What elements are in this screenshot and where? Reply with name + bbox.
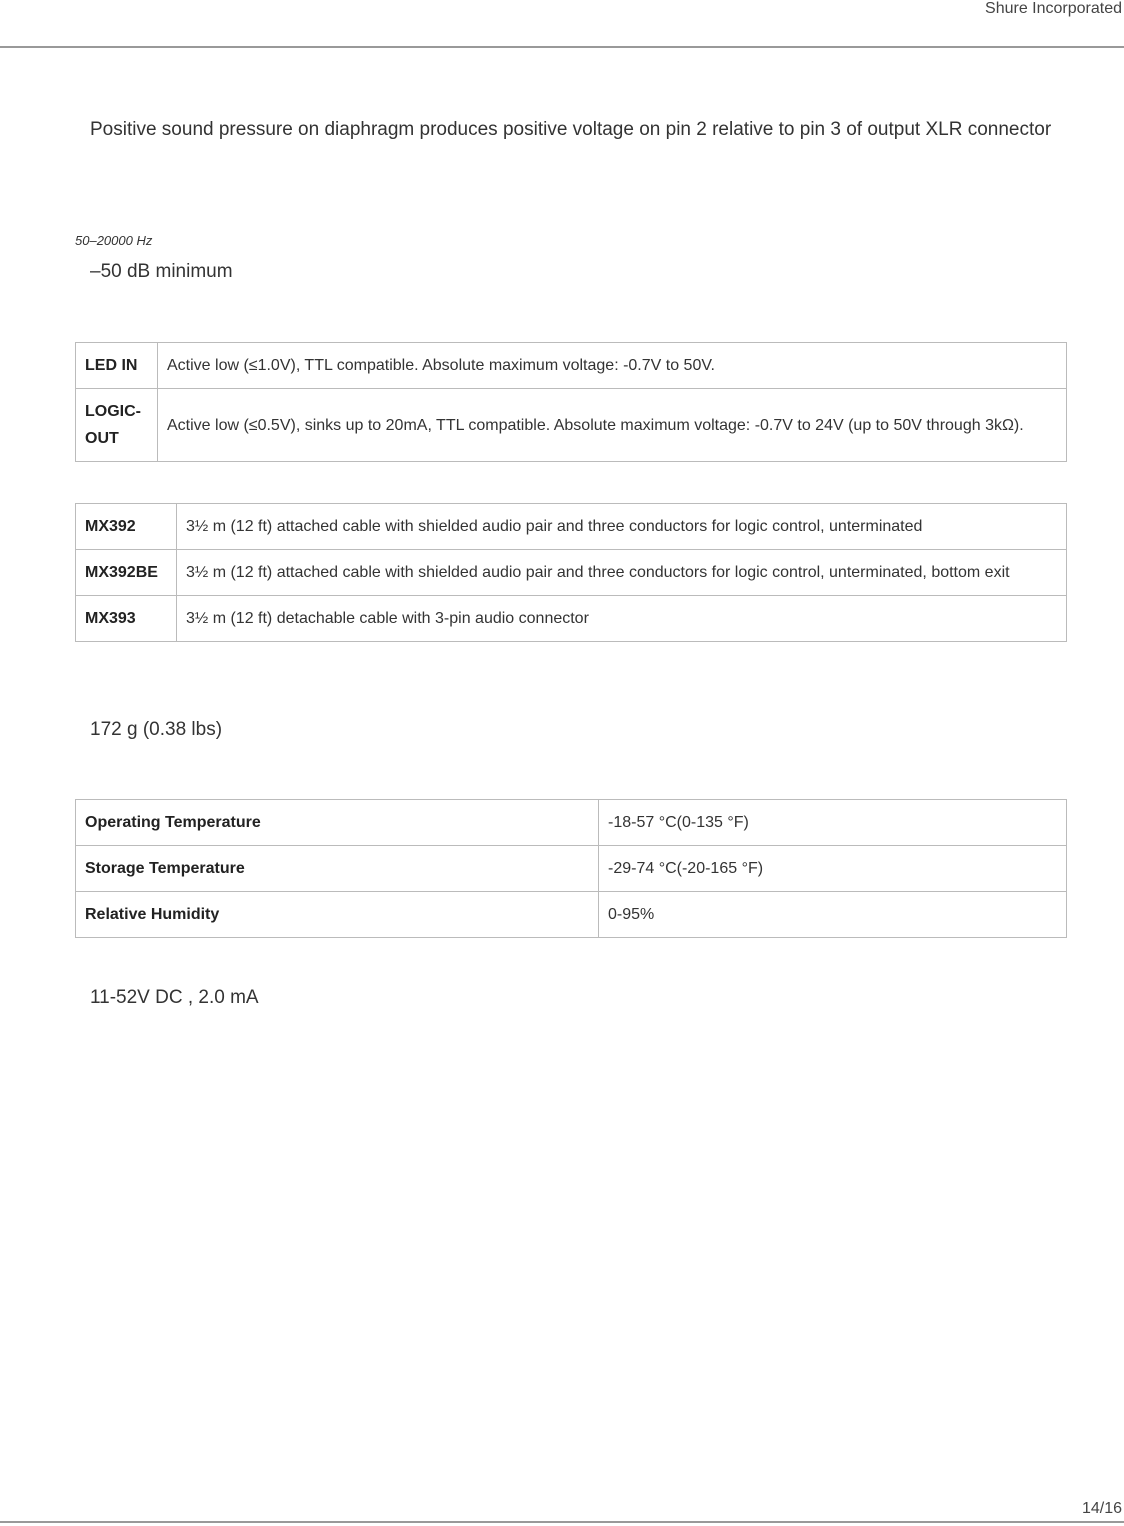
logic-table	[75, 342, 1067, 462]
row-key: Storage Temperature	[76, 846, 599, 892]
table-row	[76, 550, 1067, 596]
table-row	[76, 596, 1067, 642]
row-value: Active low (≤0.5V), sinks up to 20mA, TTL compatible. Absolute maximum voltage: -0.7V to 24V (up to 50V through 3kΩ).	[158, 389, 1067, 462]
row-value: 3½ m (12 ft) attached cable with shielded audio pair and three conductors for logic control, unterminated, bottom exit	[177, 550, 1067, 596]
frequency-note: 50–20000 Hz	[75, 233, 153, 248]
rejection-text: –50 dB minimum	[90, 261, 233, 282]
row-key: LED IN	[76, 343, 158, 389]
table-row	[76, 800, 1067, 846]
row-value: 3½ m (12 ft) detachable cable with 3-pin audio connector	[177, 596, 1067, 642]
environment-table	[75, 799, 1067, 938]
row-key: Relative Humidity	[76, 892, 599, 938]
row-key: LOGIC-OUT	[76, 389, 158, 462]
row-value: 0-95%	[599, 892, 1067, 938]
row-key: MX393	[76, 596, 177, 642]
table-row	[76, 892, 1067, 938]
table-row	[76, 504, 1067, 550]
row-key: MX392BE	[76, 550, 177, 596]
row-value: -18-57 °C(0-135 °F)	[599, 800, 1067, 846]
header-divider	[0, 46, 1124, 48]
power-text: 11-52V DC , 2.0 mA	[90, 987, 259, 1008]
row-key: Operating Temperature	[76, 800, 599, 846]
footer-divider	[0, 1521, 1124, 1523]
table-row	[76, 389, 1067, 462]
page-number: 14/16	[1081, 1500, 1122, 1517]
table-row	[76, 846, 1067, 892]
row-key: MX392	[76, 504, 177, 550]
polarity-text: Positive sound pressure on diaphragm produces positive voltage on pin 2 relative to pin 3 of output XLR connector	[90, 119, 1052, 140]
row-value: -29-74 °C(-20-165 °F)	[599, 846, 1067, 892]
weight-text: 172 g (0.38 lbs)	[90, 719, 223, 740]
table-row	[76, 343, 1067, 389]
row-value: Active low (≤1.0V), TTL compatible. Absolute maximum voltage: -0.7V to 50V.	[158, 343, 1067, 389]
model-table	[75, 503, 1067, 642]
row-value: 3½ m (12 ft) attached cable with shielded audio pair and three conductors for logic control, unterminated	[177, 504, 1067, 550]
header-company: Shure Incorporated	[985, 0, 1122, 17]
